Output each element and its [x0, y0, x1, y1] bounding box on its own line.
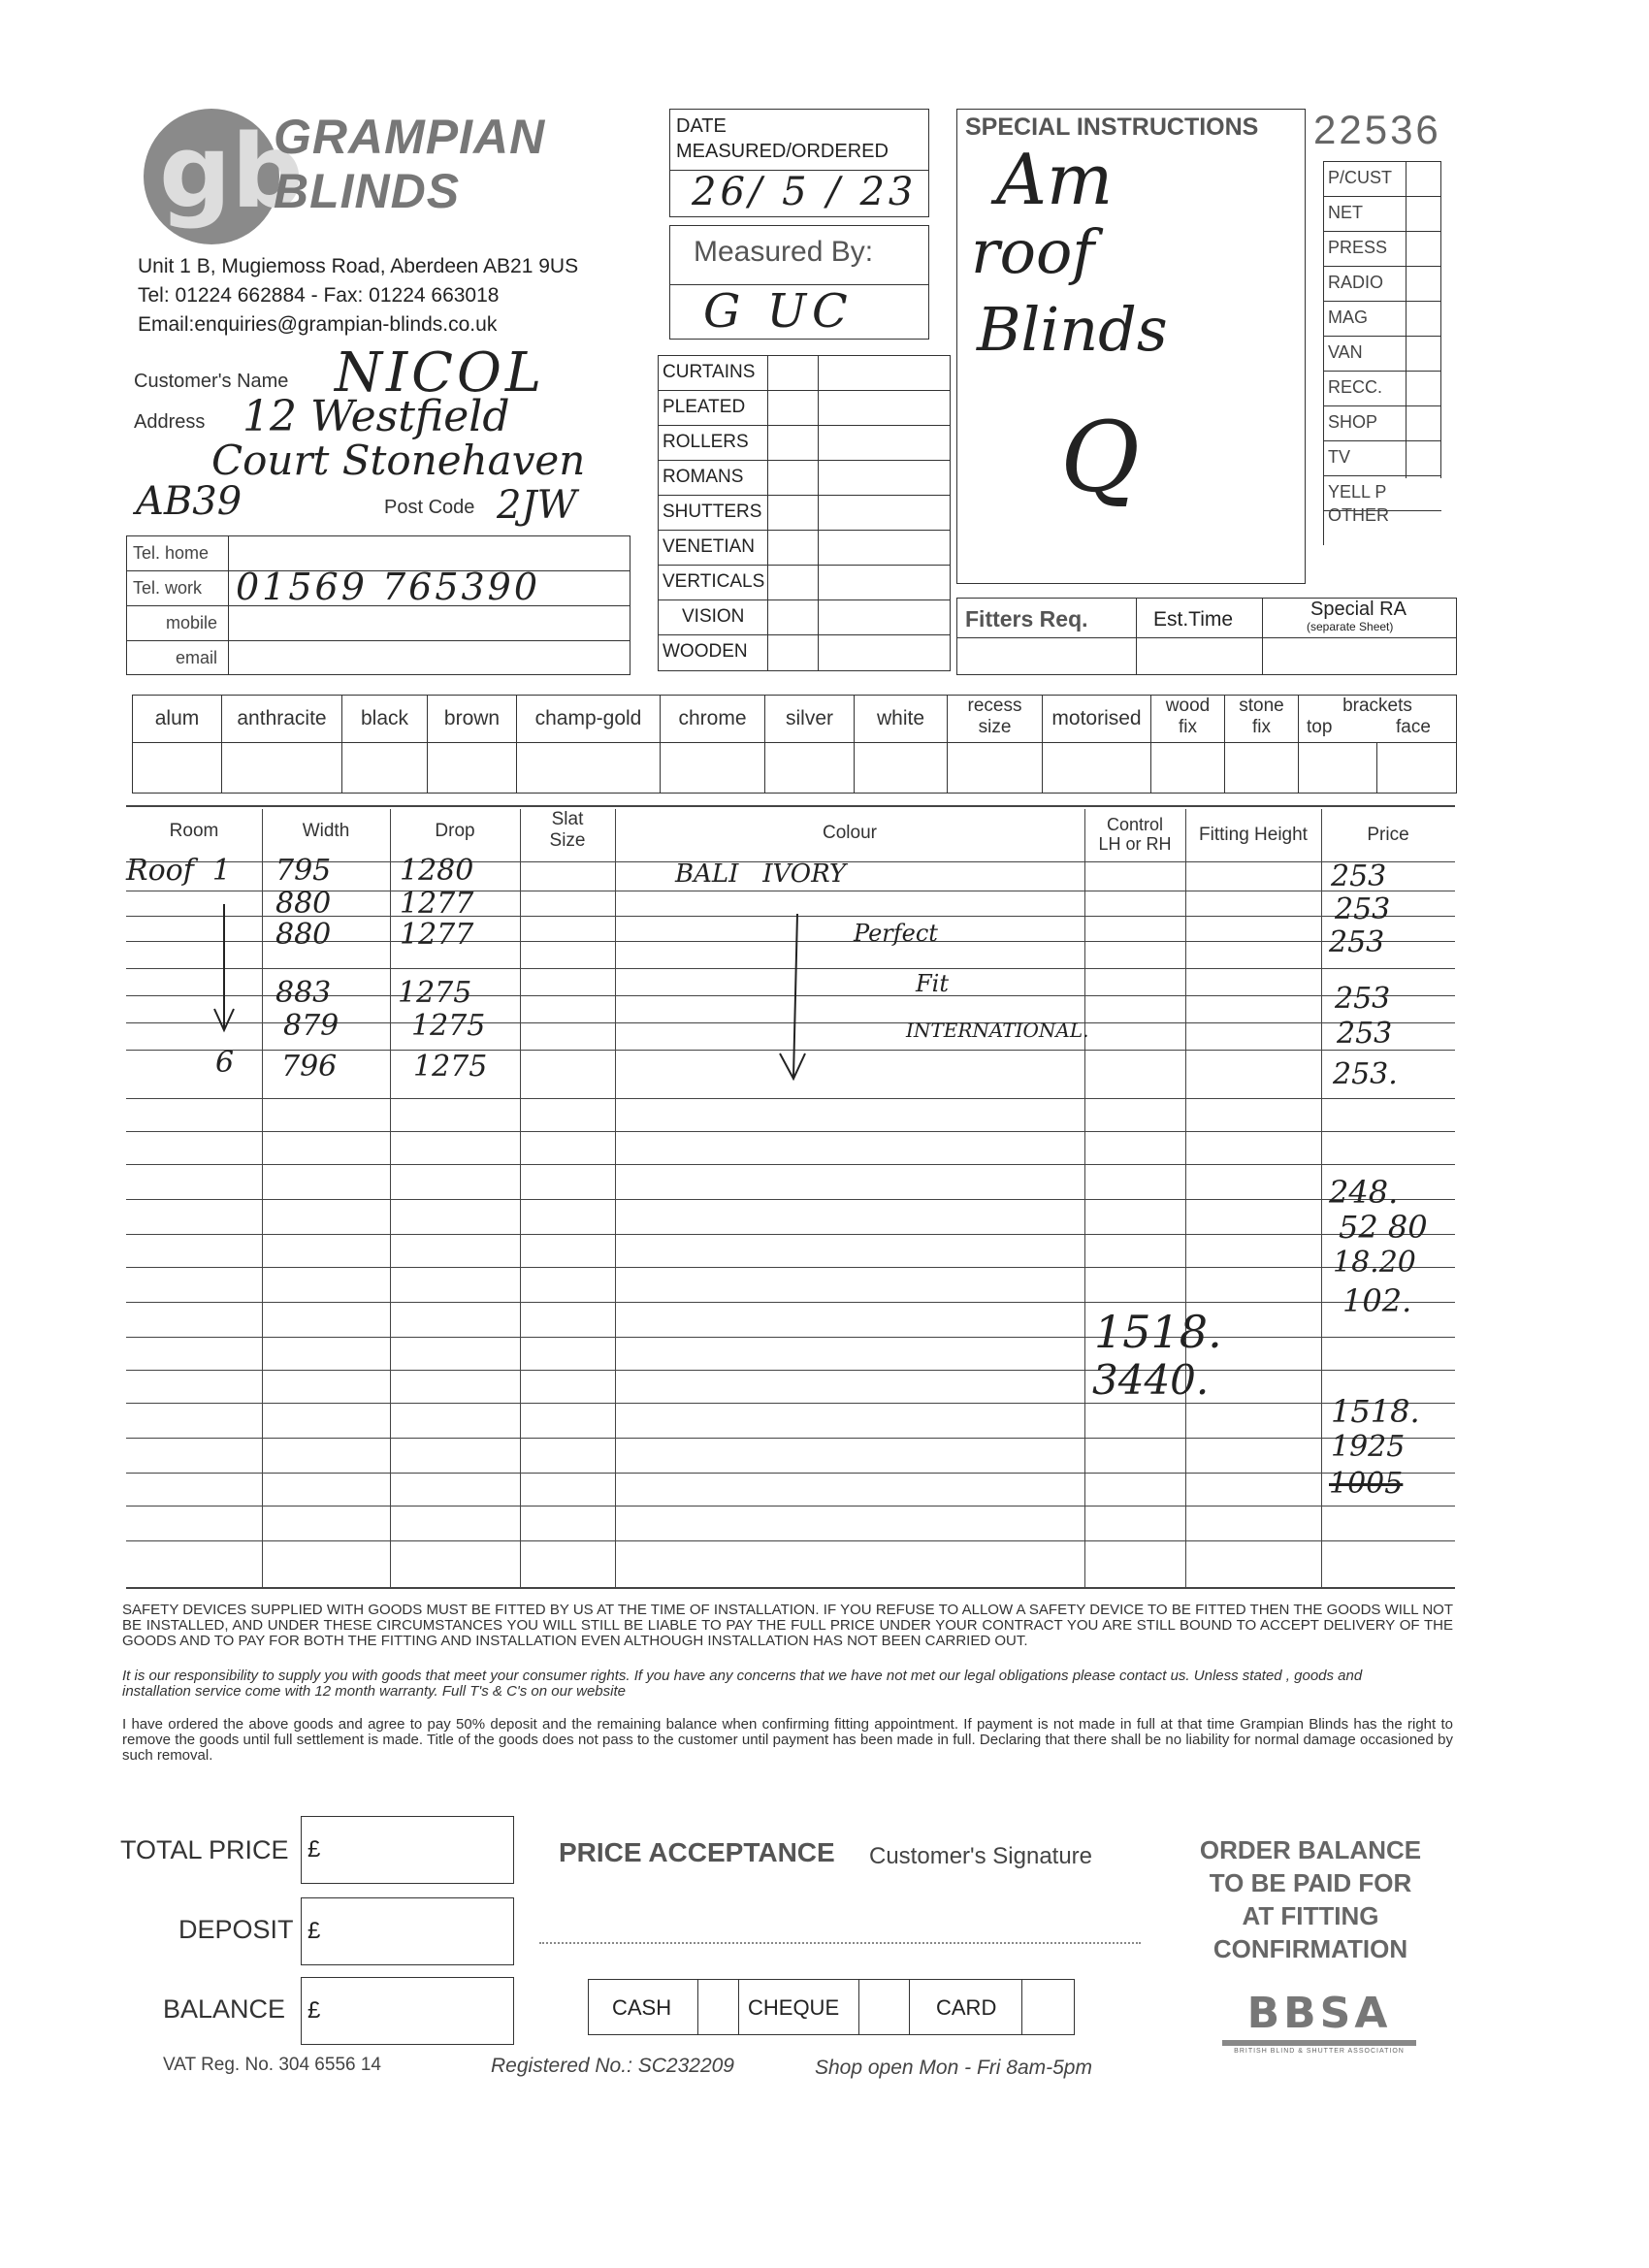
- source-row: [1324, 406, 1441, 441]
- order-number: 22536: [1313, 107, 1441, 152]
- category-row: [659, 496, 950, 531]
- stone-fix-label-2: fix: [1252, 717, 1271, 737]
- category-label: PLEATED: [663, 397, 746, 417]
- signature-line[interactable]: [539, 1942, 1141, 1944]
- customer-name-label: Customer's Name: [134, 371, 289, 392]
- source-row: [1324, 441, 1441, 476]
- category-row: [659, 600, 950, 635]
- source-row: [1324, 337, 1441, 372]
- source-label: RADIO: [1328, 273, 1384, 292]
- registered-number: Registered No.: SC232209: [491, 2055, 734, 2077]
- total-price-field[interactable]: [301, 1816, 514, 1884]
- terms-responsibility: It is our responsibility to supply you with goods that meet your consumer rights. If you have any concerns that we have not met our legal obligations please contact us. Unless stated , goods and installation service come with 12 month warranty. Full T's & C's on our website: [122, 1668, 1363, 1700]
- payment-cheque[interactable]: CHEQUE: [748, 1995, 840, 2020]
- contact-label: Tel. work: [133, 578, 203, 598]
- source-row: [1324, 267, 1441, 302]
- category-label: VISION: [682, 606, 745, 627]
- shop-hours: Shop open Mon - Fri 8am-5pm: [815, 2057, 1092, 2079]
- address-label: Address: [134, 411, 206, 433]
- source-label: P/CUST: [1328, 168, 1393, 187]
- row-price: 253: [1331, 859, 1387, 893]
- total-price-label: TOTAL PRICE: [120, 1835, 289, 1864]
- row-width: 796: [281, 1050, 338, 1084]
- category-row: [659, 566, 950, 600]
- contact-label: email: [176, 648, 218, 667]
- postcode-label: Post Code: [384, 497, 475, 518]
- finish-label: black: [360, 707, 409, 729]
- postcode-value: 2JW: [497, 483, 577, 528]
- special-instructions-label: SPECIAL INSTRUCTIONS: [965, 113, 1259, 141]
- customer-signature-label: Customer's Signature: [869, 1843, 1093, 1869]
- price-acceptance-label: PRICE ACCEPTANCE: [559, 1837, 835, 1867]
- currency-symbol: £: [307, 1918, 321, 1944]
- finish-label: chrome: [678, 707, 747, 729]
- row-colour: Fit: [916, 970, 949, 997]
- order-balance-line: CONFIRMATION: [1212, 1934, 1408, 1963]
- measured-by-box: [669, 225, 929, 340]
- extra-price: 52 80: [1339, 1209, 1428, 1246]
- header-colour: Colour: [823, 823, 877, 843]
- extra-price: 102.: [1342, 1282, 1412, 1319]
- source-row: [1324, 162, 1441, 197]
- row-drop: 1277: [400, 887, 474, 921]
- source-table: [1323, 161, 1441, 545]
- customer-name: NICOL: [335, 341, 546, 405]
- date-label-line2: MEASURED/ORDERED: [676, 141, 889, 162]
- company-tel: Tel: 01224 662884 - Fax: 01224 663018: [138, 284, 500, 307]
- header-control-1: Control: [1106, 815, 1164, 834]
- fitters-req-label: Fitters Req.: [965, 606, 1088, 632]
- category-row: [659, 356, 950, 391]
- row-width: 880: [275, 887, 332, 921]
- bbsa-logo-text: BBSA: [1246, 1989, 1392, 2038]
- row-colour: INTERNATIONAL.: [906, 1019, 1089, 1042]
- contact-row: [127, 566, 630, 608]
- company-email: Email:enquiries@grampian-blinds.co.uk: [138, 313, 498, 336]
- order-balance-line: AT FITTING: [1242, 1901, 1379, 1930]
- row-drop: 1275: [413, 1050, 488, 1084]
- source-row: [1324, 197, 1441, 232]
- source-label: RECC.: [1328, 377, 1383, 397]
- source-label: NET: [1328, 203, 1363, 222]
- deposit-field[interactable]: [301, 1897, 514, 1965]
- bbsa-logo: [1212, 1989, 1426, 2055]
- contact-row: [127, 641, 630, 676]
- category-label: VERTICALS: [663, 571, 765, 592]
- note-value: 1518.: [1094, 1306, 1222, 1358]
- category-label: VENETIAN: [663, 536, 756, 557]
- balance-label: BALANCE: [163, 1994, 286, 2024]
- recess-label-1: recess: [967, 696, 1022, 716]
- source-label: PRESS: [1328, 238, 1388, 257]
- contact-row: [127, 606, 630, 641]
- extra-price: 1925: [1331, 1430, 1406, 1464]
- row-colour: Perfect: [854, 920, 938, 947]
- header-room: Room: [169, 821, 219, 841]
- company-logo: [144, 109, 304, 244]
- row-room: 6: [215, 1046, 235, 1080]
- source-label: YELL P: [1328, 482, 1387, 502]
- terms-safety: SAFETY DEVICES SUPPLIED WITH GOODS MUST BE FITTED BY US AT THE TIME OF INSTALLATION. IF YOU REFUSE TO ALLOW A SAFETY DEVICE TO BE FITTED THEN THE GOODS WILL NOT BE INSTALLED, AND UNDER THESE CIRCUMSTANCES YOU WILL STILL BE LIABLE TO PAY THE FULL PRICE UNDER YOUR CONTRACT YOU ARE STILL BOUND TO ACCEPT DELIVERY OF THE GOODS AND TO PAY FOR BOTH THE FITTING AND INSTALLATION EVEN ALTHOUGH INSTALLATION HAS NOT BEEN CARRIED OUT.: [122, 1602, 1453, 1649]
- date-label-line1: DATE: [676, 115, 727, 137]
- terms-agreement: I have ordered the above goods and agree to pay 50% deposit and the remaining balance when confirming fitting appointment. If payment is not made in full at that time Grampian Blinds has the right to remove the goods until full settlement is made. Title of the goods does not pass to the customer until payment has been made in full. Declaring that there shall be no liability for normal damage occasioned by such removal.: [122, 1716, 1453, 1764]
- special-instructions-line2: roof: [971, 216, 1095, 287]
- special-ra-label: Special RA: [1310, 599, 1406, 620]
- special-instructions-box: [956, 109, 1306, 584]
- company-name-line2: BLINDS: [274, 164, 461, 218]
- order-balance-line: ORDER BALANCE: [1199, 1835, 1422, 1864]
- down-arrow-icon: [210, 902, 239, 1038]
- deposit-label: DEPOSIT: [178, 1915, 294, 1944]
- row-width: 795: [275, 854, 332, 888]
- wood-fix-label-1: wood: [1165, 696, 1211, 716]
- finish-label: brown: [443, 707, 501, 729]
- address-line1: 12 Westfield: [242, 392, 510, 441]
- row-room: Roof 1: [126, 854, 231, 888]
- est-time-label: Est.Time: [1153, 608, 1234, 631]
- row-drop: 1280: [400, 854, 474, 888]
- contacts-box: [126, 535, 630, 675]
- measured-by-value: G UC: [703, 284, 854, 339]
- row-price: 253: [1335, 892, 1391, 926]
- address-line2: Court Stonehaven: [211, 437, 586, 484]
- row-colour: BALI IVORY: [675, 859, 847, 889]
- special-instructions-mark: Q: [1060, 401, 1140, 514]
- finishes-table: [132, 695, 1457, 794]
- balance-field[interactable]: [301, 1977, 514, 2045]
- extra-price: 18.20: [1333, 1246, 1416, 1280]
- source-label: OTHER: [1328, 505, 1389, 525]
- finish-label: champ-gold: [534, 707, 642, 729]
- category-label: CURTAINS: [663, 362, 756, 382]
- row-drop: 1275: [411, 1009, 486, 1043]
- company-address: Unit 1 B, Mugiemoss Road, Aberdeen AB21 9US: [138, 255, 579, 277]
- extra-price: 248.: [1329, 1174, 1399, 1211]
- row-drop: 1275: [398, 976, 472, 1010]
- row-width: 883: [275, 976, 332, 1010]
- category-label: ROLLERS: [663, 432, 749, 452]
- source-label: MAG: [1328, 308, 1369, 327]
- source-row: [1324, 372, 1441, 406]
- order-balance-notice: [1180, 1833, 1441, 1965]
- category-row: [659, 426, 950, 461]
- brackets-top-label: top: [1307, 717, 1333, 737]
- source-row: [1324, 232, 1441, 267]
- currency-symbol: £: [307, 1836, 321, 1863]
- wood-fix-label-2: fix: [1179, 717, 1197, 737]
- brackets-face-label: face: [1396, 717, 1431, 737]
- category-label: SHUTTERS: [663, 502, 762, 522]
- finish-label: silver: [785, 707, 833, 729]
- header-slat-1: Slat: [551, 809, 584, 829]
- source-label: SHOP: [1328, 412, 1378, 432]
- category-label: ROMANS: [663, 467, 744, 487]
- row-price: 253: [1335, 982, 1391, 1016]
- header-drop: Drop: [435, 821, 475, 841]
- header-price: Price: [1367, 825, 1409, 845]
- contact-label: Tel. home: [133, 543, 210, 563]
- contact-label: mobile: [166, 613, 218, 632]
- vat-number: VAT Reg. No. 304 6556 14: [163, 2055, 381, 2075]
- logo-letters: gb: [159, 113, 304, 231]
- motorised-label: motorised: [1051, 707, 1142, 729]
- postcode-prefix: AB39: [136, 479, 242, 524]
- source-label: TV: [1328, 447, 1351, 467]
- header-width: Width: [302, 821, 350, 841]
- note-value: 3440.: [1092, 1356, 1210, 1404]
- category-row: [659, 391, 950, 426]
- source-row: [1324, 500, 1441, 535]
- fitters-box: [956, 598, 1457, 675]
- struck-price: 1005: [1329, 1467, 1404, 1501]
- payment-card[interactable]: CARD: [936, 1995, 997, 2020]
- source-label: VAN: [1328, 342, 1363, 362]
- finish-label: alum: [154, 707, 200, 729]
- company-name-line1: GRAMPIAN: [274, 110, 546, 164]
- finish-label: anthracite: [237, 707, 327, 729]
- source-row: [1324, 302, 1441, 337]
- row-price: 253: [1337, 1017, 1393, 1051]
- category-list: [658, 355, 951, 671]
- currency-symbol: £: [307, 1997, 321, 2024]
- contact-value: 01569 765390: [236, 566, 541, 608]
- order-balance-line: TO BE PAID FOR: [1209, 1868, 1412, 1897]
- special-instructions-line1: Am: [996, 139, 1114, 220]
- bbsa-logo-subtext: BRITISH BLIND & SHUTTER ASSOCIATION: [1234, 2048, 1405, 2055]
- payment-method-box: [588, 1979, 1075, 2035]
- header-control-2: LH or RH: [1098, 834, 1172, 854]
- category-row: [659, 461, 950, 496]
- row-width: 880: [275, 918, 332, 952]
- extra-price: 1518.: [1331, 1393, 1420, 1430]
- stone-fix-label-1: stone: [1239, 696, 1284, 716]
- category-row: [659, 635, 950, 670]
- recess-label-2: size: [978, 717, 1012, 737]
- brackets-label: brackets: [1342, 696, 1412, 716]
- row-price: 253.: [1333, 1057, 1398, 1091]
- date-value: 26/ 5 / 23: [692, 170, 918, 214]
- category-label: WOODEN: [663, 641, 748, 662]
- row-drop: 1277: [400, 918, 474, 952]
- special-instructions-line3: Blinds: [977, 294, 1168, 365]
- category-row: [659, 531, 950, 566]
- payment-cash[interactable]: CASH: [612, 1995, 672, 2020]
- down-arrow-icon: [772, 912, 811, 1086]
- finish-label: white: [876, 707, 925, 729]
- row-width: 879: [283, 1009, 340, 1043]
- row-price: 253: [1329, 925, 1385, 959]
- special-ra-sub: (separate Sheet): [1307, 620, 1394, 633]
- header-fitting-height: Fitting Height: [1199, 825, 1308, 845]
- measured-by-label: Measured By:: [694, 236, 874, 268]
- date-box: [669, 109, 929, 217]
- header-slat-2: Size: [549, 830, 586, 851]
